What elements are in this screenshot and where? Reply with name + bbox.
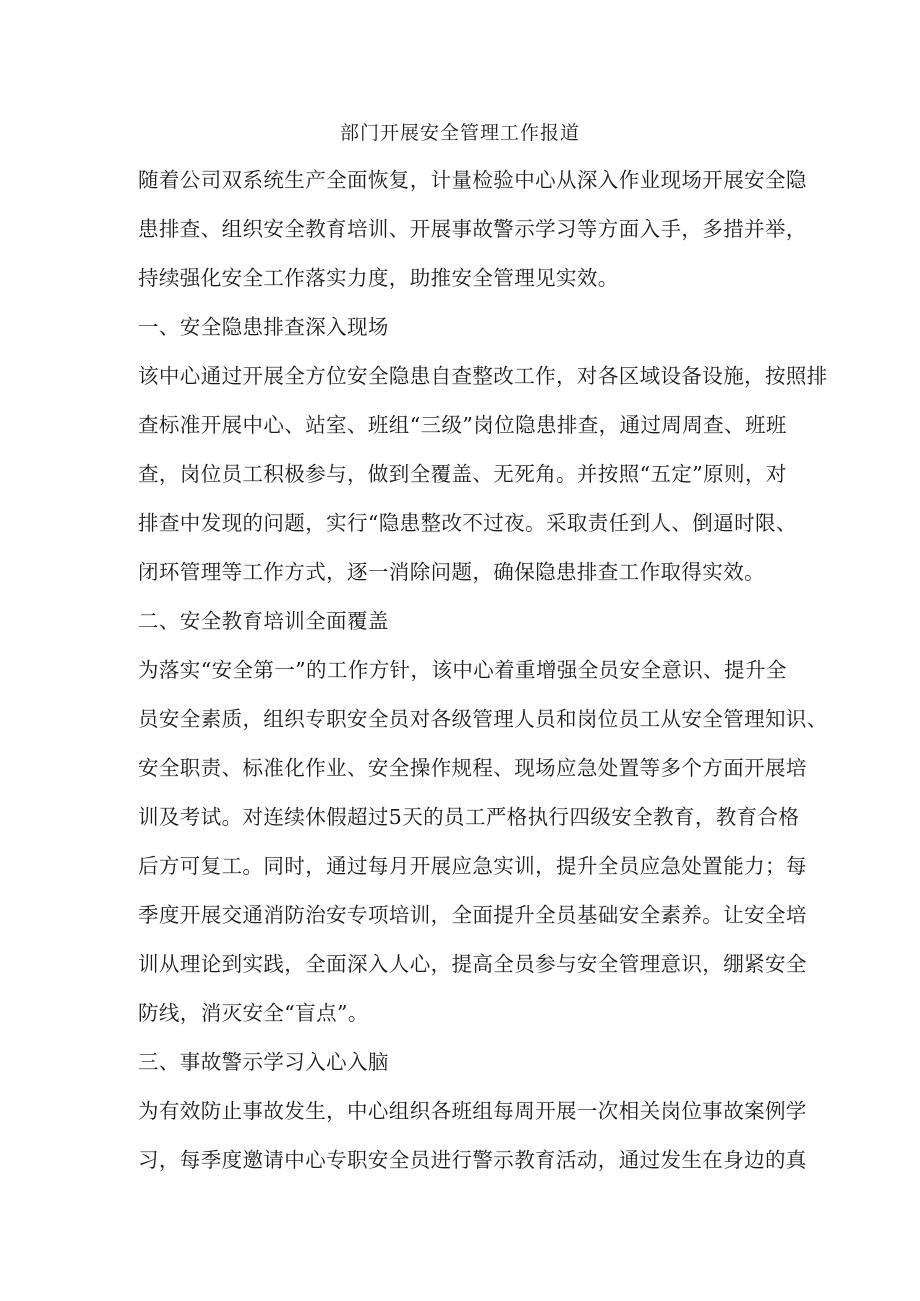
paragraph-line: 员安全素质，组织专职安全员对各级管理人员和岗位员工从安全管理知识、: [138, 707, 828, 731]
section-heading: 一、安全隐患排查深入现场: [138, 315, 389, 339]
section-heading: 三、事故警示学习入心入脑: [138, 1050, 389, 1074]
paragraph-line: 安全职责、标准化作业、安全操作规程、现场应急处置等多个方面开展培: [138, 756, 807, 780]
section-heading: 二、安全教育培训全面覆盖: [138, 609, 389, 633]
paragraph-line: 后方可复工。同时，通过每月开展应急实训，提升全员应急处置能力；每: [138, 854, 807, 878]
paragraph-line: 防线，消灭安全“盲点”。: [138, 1001, 369, 1025]
paragraph-line: 训从理论到实践，全面深入人心，提高全员参与安全管理意识，绷紧安全: [138, 952, 807, 976]
paragraph-line: 为有效防止事故发生，中心组织各班组每周开展一次相关岗位事故案例学: [138, 1099, 807, 1123]
paragraph-line: 闭环管理等工作方式，逐一消除问题，确保隐患排查工作取得实效。: [138, 560, 765, 584]
paragraph-line: 习，每季度邀请中心专职安全员进行警示教育活动，通过发生在身边的真: [138, 1148, 807, 1172]
paragraph-line: 查标准开展中心、站室、班组“三级”岗位隐患排查，通过周周查、班班: [138, 413, 787, 437]
paragraph-line: 季度开展交通消防治安专项培训，全面提升全员基础安全素养。让安全培: [138, 903, 807, 927]
paragraph-line: 持续强化安全工作落实力度，助推安全管理见实效。: [138, 266, 619, 290]
paragraph-line: 训及考试。对连续休假超过5天的员工严格执行四级安全教育，教育合格: [138, 805, 800, 829]
document-title: 部门开展安全管理工作报道: [339, 122, 580, 144]
paragraph-line: 排查中发现的问题，实行“隐患整改不过夜。采取责任到人、倒逼时限、: [138, 511, 797, 535]
paragraph-line: 该中心通过开展全方位安全隐患自查整改工作，对各区域设备设施，按照排: [138, 364, 828, 388]
paragraph-line: 查，岗位员工积极参与，做到全覆盖、无死角。并按照“五定”原则，对: [138, 462, 787, 486]
paragraph-line: 为落实“安全第一”的工作方针，该中心着重增强全员安全意识、提升全: [138, 658, 787, 682]
paragraph-line: 患排查、组织安全教育培训、开展事故警示学习等方面入手，多措并举，: [138, 217, 807, 241]
paragraph-line: 随着公司双系统生产全面恢复，计量检验中心从深入作业现场开展安全隐: [138, 168, 807, 192]
